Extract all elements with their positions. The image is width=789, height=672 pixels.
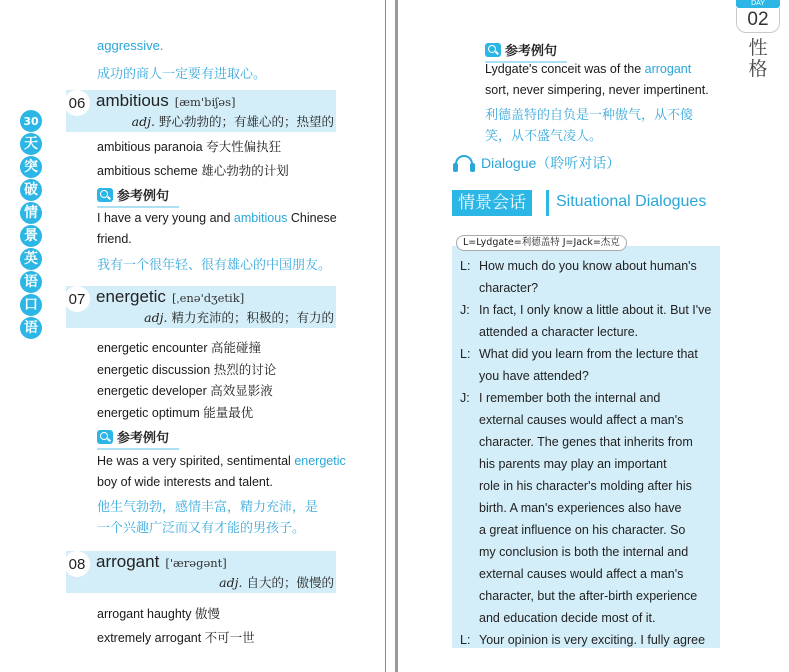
ref-example-heading [97,185,179,208]
definition-text: 自大的；傲慢的 [246,575,334,590]
dialogue-line [479,387,717,629]
speaker-legend: L=Lydgate=利德盖特 J=Jack=杰克 [456,235,627,251]
ref-label: 参考例句 [117,431,170,446]
phrase: ambitious paranoia 夸大性偏执狂 [97,140,282,154]
chapter-title-char: 性 [748,37,768,59]
dialogue-text: I remember both the internal and [479,391,661,405]
side-title-char: 语 [20,317,42,339]
entry-number: 08 [64,551,90,577]
speaker-label: J: [460,391,470,405]
entry-number: 07 [64,286,90,312]
part-of-speech: adj. [219,575,243,590]
word-entry-bar [66,90,336,132]
dialogue-text: character, but the after-birth experience [479,589,698,603]
search-icon [97,430,113,444]
side-title-char: 情 [20,202,42,224]
dialogue-text: What did you learn from the lecture that [479,347,698,361]
day-tab [736,0,780,34]
day-label: DAY [736,0,780,8]
definition-text: 精力充沛的；积极的；有力的 [171,310,334,325]
example-highlight: arrogant [644,62,692,76]
definition [132,112,334,130]
headword-text: ambitious [96,91,169,110]
dialogue-title: Dialogue（聆听对话） [481,155,621,171]
word-entry-bar [66,551,336,593]
dialogue-text: my conclusion is both the internal and [479,545,689,559]
phrase: ambitious scheme 雄心勃勃的计划 [97,164,289,178]
headword [96,287,244,307]
example-translation: 笑，从不盛气凌人。 [485,129,603,144]
example-highlight: ambitious [233,211,288,225]
ref-example-heading [485,40,567,63]
dialogue-text: character. The genes that inherits from [479,435,693,449]
dialogue-text: attended a character lecture. [479,325,639,339]
definition-text: 野心勃勃的；有雄心的；热望的 [158,114,334,129]
situational-label-cn: 情景会话 [452,190,532,216]
ref-example-heading [97,427,179,450]
example-highlight: energetic [294,454,346,468]
example-text: He was a very spirited, sentimental [97,454,295,468]
side-title-char: 英 [20,248,42,270]
side-title-char: 口 [20,294,42,316]
phrase: energetic developer 高效显影液 [97,384,273,398]
ref-label: 参考例句 [117,189,170,204]
dialogue-text: birth. A man's experiences also have [479,501,682,515]
phrase: extremely arrogant 不可一世 [97,631,255,645]
phrase: arrogant haughty 傲慢 [97,607,220,621]
search-icon [485,43,501,57]
speaker-label: J: [460,303,470,317]
side-title-char: 语 [20,271,42,293]
example-text: I have a very young and [97,211,234,225]
example-sentence: friend. [97,232,132,246]
page-spine-right [395,0,398,672]
phrase: energetic optimum 能量最优 [97,406,254,420]
speaker-label: L: [460,347,471,361]
dialogue-text: role in his character's molding after his [479,479,692,493]
speaker-label: L: [460,633,471,647]
dialogue-text: a great influence on his character. So [479,523,686,537]
example-sentence: boy of wide interests and talent. [97,475,273,489]
example-translation: 一个兴趣广泛而又有才能的男孩子。 [97,521,306,536]
dialogue-line [479,299,717,343]
example-translation: 他生气勃勃，感情丰富，精力充沛，是 [97,500,319,515]
situational-divider [546,190,549,216]
situational-label-en: Situational Dialogues [556,193,707,210]
chapter-vertical-title [746,38,770,80]
day-number: 02 [736,8,780,33]
chapter-title-char: 格 [748,58,768,80]
example-translation: 利德盖特的自负是一种傲气，从不傻 [485,108,694,123]
example-text: Lydgate's conceit was of the [485,62,645,76]
example-translation: 我有一个很年轻、很有雄心的中国朋友。 [97,258,332,273]
side-title-char: 30 [20,110,42,132]
search-icon [97,188,113,202]
dialogue-text: you have attended? [479,369,589,383]
part-of-speech: adj. [144,310,168,325]
dialogue-line [479,255,717,299]
example-sentence [97,211,337,225]
side-title-char: 破 [20,179,42,201]
side-title-char: 景 [20,225,42,247]
dialogue-line [479,343,717,387]
example-text: Chinese [287,211,337,225]
entry-number: 06 [64,90,90,116]
left-page [0,0,385,672]
word-entry-bar [66,286,336,328]
headword-text: energetic [96,287,166,306]
prev-example-cn: 成功的商人一定要有进取心。 [97,67,267,82]
prev-example-en: aggressive. [97,38,164,53]
dialogue-text: In fact, I only know a little about it. But I've [479,303,712,317]
dialogue-text: external causes would affect a man's [479,567,684,581]
headword [96,91,235,111]
phrase: energetic encounter 高能碰撞 [97,341,261,355]
ref-label: 参考例句 [505,44,558,59]
dialogue-text: character? [479,281,539,295]
example-sentence [485,62,691,76]
headphones-icon [453,154,475,172]
phrase: energetic discussion 热烈的讨论 [97,363,277,377]
phonetic: [æm'biʃəs] [174,95,236,109]
dialogue-text: Your opinion is very exciting. I fully agree [479,633,706,647]
headword [96,552,227,572]
example-sentence: sort, never simpering, never impertinent. [485,83,709,97]
dialogue-text: his parents may play an important [479,457,667,471]
headword-text: arrogant [96,552,160,571]
dialogue-text: external causes would affect a man's [479,413,684,427]
side-title-char: 天 [20,133,42,155]
page-spine-left [385,0,386,672]
dialogue-heading [453,153,620,173]
definition [219,573,334,591]
speaker-label: L: [460,259,471,273]
definition [144,308,334,326]
side-title-char: 突 [20,156,42,178]
example-sentence [97,454,346,468]
dialogue-text: and education decide most of it. [479,611,656,625]
dialogue-line [479,629,717,651]
phonetic: ['ærəgənt] [165,556,227,570]
phonetic: [ˌenə'dʒetik] [171,291,245,305]
part-of-speech: adj. [131,114,155,129]
dialogue-text: How much do you know about human's [479,259,697,273]
